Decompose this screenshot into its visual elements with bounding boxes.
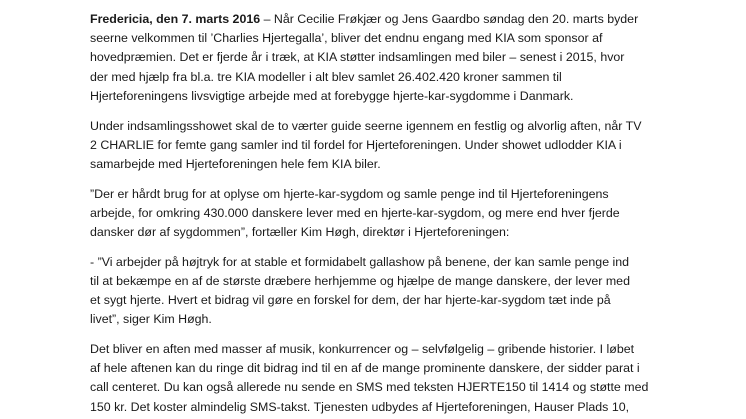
text-line: et sygt hjerte. Hvert et bidrag vil gøre en forskel for dem, der har hjerte-kar-sygdom tæt inde på — [90, 293, 611, 308]
text-line: dansker dør af sygdommen”, fortæller Kim Høgh, direktør i Hjerteforeningen: — [90, 225, 510, 240]
text-line: samarbejde med Hjerteforeningen hele fem KIA biler. — [90, 156, 381, 171]
text-line: call centeret. Du kan også allerede nu sende en SMS med teksten HJERTE150 til 1414 og støtte med — [90, 380, 649, 395]
text-line: ”Der er hårdt brug for at oplyse om hjerte-kar-sygdom og samle penge ind til Hjerteforeningens — [90, 186, 609, 201]
text-line: arbejde, for omkring 430.000 danskere lever med en hjerte-kar-sygdom, og mere end hver fjerde — [90, 205, 620, 220]
paragraph-quote-intro — [90, 185, 670, 243]
text-line — [90, 10, 670, 29]
dateline: Fredericia, den 7. marts 2016 — [90, 12, 261, 26]
paragraph-quote — [90, 253, 670, 330]
text-line: hovedpræmien. Det er fjerde år i træk, at KIA støtter indsamlingen med biler – senest i 2015, hvor — [90, 50, 625, 65]
text-line: - ”Vi arbejder på højtryk for at stable et formidabelt gallashow på benene, der kan samle penge ind — [90, 254, 630, 269]
text-line-content: – Når Cecilie Frøkjær og Jens Gaardbo søndag den 20. marts byder — [260, 12, 639, 26]
text-line: Det bliver en aften med masser af musik, konkurrencer og – selvfølgelig – gribende historier. I løbet — [90, 342, 635, 357]
text-line: seerne velkommen til ’Charlies Hjertegalla’, bliver det endnu engang med KIA som sponsor af — [90, 31, 603, 46]
paragraph-show — [90, 117, 670, 175]
paragraph-intro — [90, 10, 670, 106]
press-release-body — [90, 10, 670, 419]
text-line: 2 CHARLIE for femte gang samler ind til fordel for Hjerteforeningen. Under showet udlodder KIA i — [90, 137, 622, 152]
text-line: Under indsamlingsshowet skal de to værter guide seerne igennem en festlig og alvorlig aften, når TV — [90, 118, 642, 133]
paragraph-evening — [90, 340, 670, 417]
text-line: livet”, siger Kim Høgh. — [90, 312, 212, 327]
text-line: Hjerteforeningens livsvigtige arbejde med at forebygge hjerte-kar-sygdomme i Danmark. — [90, 88, 574, 103]
text-line: der med hjælp fra bl.a. tre KIA modeller i alt blev samlet 26.402.420 kroner sammen til — [90, 69, 562, 84]
text-line: 150 kr. Det koster almindelig SMS-takst. Tjenesten udbydes af Hjerteforeningen, Hauser Plads 10, — [90, 399, 630, 414]
text-line: til at bekæmpe en af de største dræbere herhjemme og hjælpe de mange danskere, der lever med — [90, 273, 630, 288]
text-line: af hele aftenen kan du ringe dit bidrag ind til en af de mange prominente danskere, der sidder parat i — [90, 361, 640, 376]
